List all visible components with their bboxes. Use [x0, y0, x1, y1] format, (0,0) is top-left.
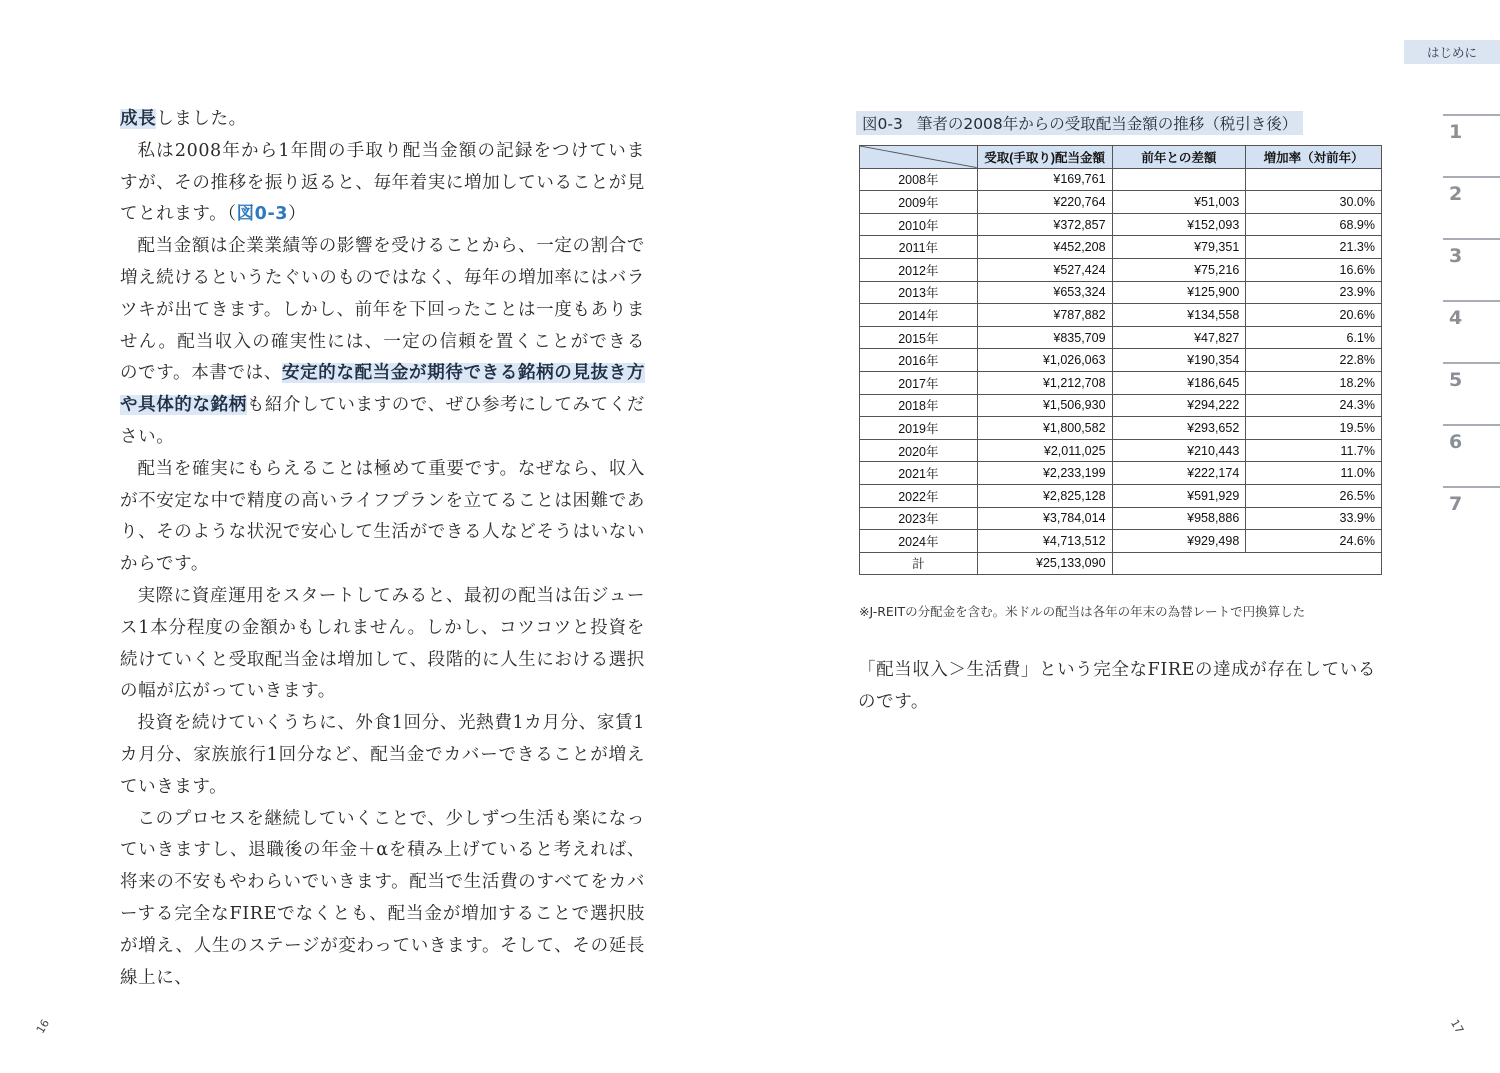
total-amount-cell: ¥25,133,090 [977, 552, 1112, 575]
chapter-tab-1[interactable]: 1 [1443, 114, 1500, 176]
year-cell: 2023年 [860, 507, 978, 530]
rate-cell: 23.9% [1246, 281, 1382, 304]
year-cell: 2010年 [860, 213, 978, 236]
table-row [860, 258, 1382, 281]
text-segment: 配当金額は企業業績等の影響を受けることから、一定の割合で増え続けるというたぐいのものではなく、毎年の増加率にはバラツキが出てきます。しかし、前年を下回ったことは一度もありません。配当収入の確実性には、一定の信頼を置くことができるのです。本書では、 [120, 236, 645, 384]
chapter-tab-2[interactable]: 2 [1443, 176, 1500, 238]
table-body [860, 168, 1382, 575]
diff-cell: ¥294,222 [1112, 394, 1246, 417]
paragraph [120, 454, 645, 581]
amount-cell: ¥2,825,128 [977, 484, 1112, 507]
table-row [860, 484, 1382, 507]
table-row [860, 236, 1382, 259]
year-cell: 2015年 [860, 326, 978, 349]
highlighted-text: 成長 [120, 109, 157, 129]
rate-cell: 30.0% [1246, 191, 1382, 214]
figure-reference-link[interactable]: 図0-3 [236, 204, 289, 225]
text-segment: 配当を確実にもらえることは極めて重要です。なぜなら、収入が不安定な中で精度の高いライフプランを立てることは困難であり、そのような状況で安心して生活ができる人などそうはいないからです。 [120, 458, 645, 575]
table-row [860, 168, 1382, 191]
table-row [860, 281, 1382, 304]
paragraph: 「配当収入＞生活費」という完全なFIREの達成が存在しているのです。 [858, 660, 1377, 712]
table-row [860, 349, 1382, 372]
table-row [860, 326, 1382, 349]
paragraph [120, 581, 645, 708]
year-cell: 2016年 [860, 349, 978, 372]
table-row [860, 304, 1382, 327]
year-cell: 2018年 [860, 394, 978, 417]
paragraph [120, 136, 645, 231]
amount-cell: ¥169,761 [977, 168, 1112, 191]
diff-cell: ¥222,174 [1112, 462, 1246, 485]
table-total-row [860, 552, 1382, 575]
figure-id: 図0-3 [862, 115, 903, 133]
text-segment: 私は2008年から1年間の手取り配当金額の記録をつけていますが、その推移を振り返ると、毎年着実に増加していることが見てとれます。（ [120, 140, 645, 225]
amount-cell: ¥527,424 [977, 258, 1112, 281]
amount-cell: ¥787,882 [977, 304, 1112, 327]
rate-cell: 21.3% [1246, 236, 1382, 259]
paragraph [120, 231, 645, 454]
rate-cell: 22.8% [1246, 349, 1382, 372]
amount-cell: ¥1,800,582 [977, 417, 1112, 440]
year-cell: 2021年 [860, 462, 978, 485]
year-cell: 2013年 [860, 281, 978, 304]
total-label-cell: 計 [860, 552, 978, 575]
page-number-right: 17 [1447, 1017, 1467, 1036]
rate-cell: 19.5% [1246, 417, 1382, 440]
rate-cell: 26.5% [1246, 484, 1382, 507]
diff-cell [1112, 168, 1246, 191]
text-segment: しました。 [156, 109, 247, 129]
table-row [860, 371, 1382, 394]
diff-cell: ¥51,003 [1112, 191, 1246, 214]
figure-title [856, 111, 1303, 135]
amount-cell: ¥1,212,708 [977, 371, 1112, 394]
amount-cell: ¥3,784,014 [977, 507, 1112, 530]
column-header-amount: 受取(手取り)配当金額 [977, 146, 1112, 169]
highlighted-text: 安定的な配当金が期待できる銘柄の見抜き方や具体的な銘柄 [120, 363, 646, 416]
rate-cell: 11.7% [1246, 439, 1382, 462]
right-page [750, 0, 1500, 1073]
rate-cell: 24.3% [1246, 394, 1382, 417]
empty-cell [1246, 552, 1382, 575]
chapter-tab-3[interactable]: 3 [1443, 238, 1500, 300]
empty-cell [1112, 552, 1246, 575]
year-cell: 2017年 [860, 371, 978, 394]
diff-cell: ¥47,827 [1112, 326, 1246, 349]
amount-cell: ¥835,709 [977, 326, 1112, 349]
table-row [860, 213, 1382, 236]
paragraph [120, 104, 645, 136]
rate-cell: 16.6% [1246, 258, 1382, 281]
diagonal-line [860, 146, 977, 168]
table-row [860, 439, 1382, 462]
text-segment: このプロセスを継続していくことで、少しずつ生活も楽になっていきますし、退職後の年金＋αを積み上げていると考えれば、将来の不安もやわらいでいきます。配当で生活費のすべてをカバーする完全なFIREでなくとも、配当金が増加することで選択肢が増え、人生のステージが変わっていきます。そして、その延長線上に、 [120, 808, 645, 988]
year-cell: 2008年 [860, 168, 978, 191]
right-body-text [858, 655, 1383, 719]
amount-cell: ¥1,506,930 [977, 394, 1112, 417]
diff-cell: ¥293,652 [1112, 417, 1246, 440]
amount-cell: ¥653,324 [977, 281, 1112, 304]
diff-cell: ¥210,443 [1112, 439, 1246, 462]
diff-cell: ¥186,645 [1112, 371, 1246, 394]
amount-cell: ¥2,011,025 [977, 439, 1112, 462]
chapter-tab-6[interactable]: 6 [1443, 424, 1500, 486]
rate-cell: 24.6% [1246, 530, 1382, 553]
table-row [860, 394, 1382, 417]
table-row [860, 507, 1382, 530]
rate-cell: 18.2% [1246, 371, 1382, 394]
year-cell: 2011年 [860, 236, 978, 259]
table-header-row [860, 146, 1382, 169]
chapter-tab-5[interactable]: 5 [1443, 362, 1500, 424]
page-number-left: 16 [33, 1017, 53, 1036]
rate-cell: 68.9% [1246, 213, 1382, 236]
text-segment: ） [288, 204, 307, 225]
body-text [120, 104, 645, 994]
year-cell: 2012年 [860, 258, 978, 281]
diff-cell: ¥591,929 [1112, 484, 1246, 507]
rate-cell: 20.6% [1246, 304, 1382, 327]
year-cell: 2024年 [860, 530, 978, 553]
diff-cell: ¥929,498 [1112, 530, 1246, 553]
column-header-diff: 前年との差額 [1112, 146, 1246, 169]
diff-cell: ¥190,354 [1112, 349, 1246, 372]
chapter-tab-7[interactable]: 7 [1443, 486, 1500, 548]
diff-cell: ¥152,093 [1112, 213, 1246, 236]
table-row [860, 530, 1382, 553]
year-cell: 2019年 [860, 417, 978, 440]
year-cell: 2020年 [860, 439, 978, 462]
column-header-rate: 増加率（対前年） [1246, 146, 1382, 169]
chapter-tab-4[interactable]: 4 [1443, 300, 1500, 362]
table-row [860, 462, 1382, 485]
section-label: はじめに [1404, 40, 1500, 64]
year-cell: 2022年 [860, 484, 978, 507]
amount-cell: ¥220,764 [977, 191, 1112, 214]
rate-cell: 33.9% [1246, 507, 1382, 530]
amount-cell: ¥1,026,063 [977, 349, 1112, 372]
figure-note: ※J-REITの分配金を含む。米ドルの配当は各年の年末の為替レートで円換算した [859, 604, 1306, 619]
year-cell: 2009年 [860, 191, 978, 214]
rate-cell: 6.1% [1246, 326, 1382, 349]
amount-cell: ¥2,233,199 [977, 462, 1112, 485]
rate-cell [1246, 168, 1382, 191]
dividend-table [859, 145, 1382, 575]
year-cell: 2014年 [860, 304, 978, 327]
paragraph [120, 708, 645, 803]
amount-cell: ¥452,208 [977, 236, 1112, 259]
diff-cell: ¥958,886 [1112, 507, 1246, 530]
amount-cell: ¥372,857 [977, 213, 1112, 236]
text-segment: も紹介していますので、ぜひ参考にしてみてください。 [120, 395, 645, 447]
text-segment: 実際に資産運用をスタートしてみると、最初の配当は缶ジュース1本分程度の金額かもしれません。しかし、コツコツと投資を続けていくと受取配当金は増加して、段階的に人生における選択の幅が広がっていきます。 [120, 585, 645, 702]
amount-cell: ¥4,713,512 [977, 530, 1112, 553]
table-row [860, 417, 1382, 440]
table-row [860, 191, 1382, 214]
figure-caption: 筆者の2008年からの受取配当金額の推移（税引き後） [916, 115, 1298, 133]
chapter-nav [1443, 114, 1500, 548]
text-segment: 投資を続けていくうちに、外食1回分、光熱費1カ月分、家賃1カ月分、家族旅行1回分など、配当金でカバーできることが増えていきます。 [120, 713, 645, 797]
rate-cell: 11.0% [1246, 462, 1382, 485]
table-corner-cell [860, 146, 978, 169]
diff-cell: ¥79,351 [1112, 236, 1246, 259]
diff-cell: ¥75,216 [1112, 258, 1246, 281]
diff-cell: ¥125,900 [1112, 281, 1246, 304]
paragraph [120, 804, 645, 995]
diff-cell: ¥134,558 [1112, 304, 1246, 327]
